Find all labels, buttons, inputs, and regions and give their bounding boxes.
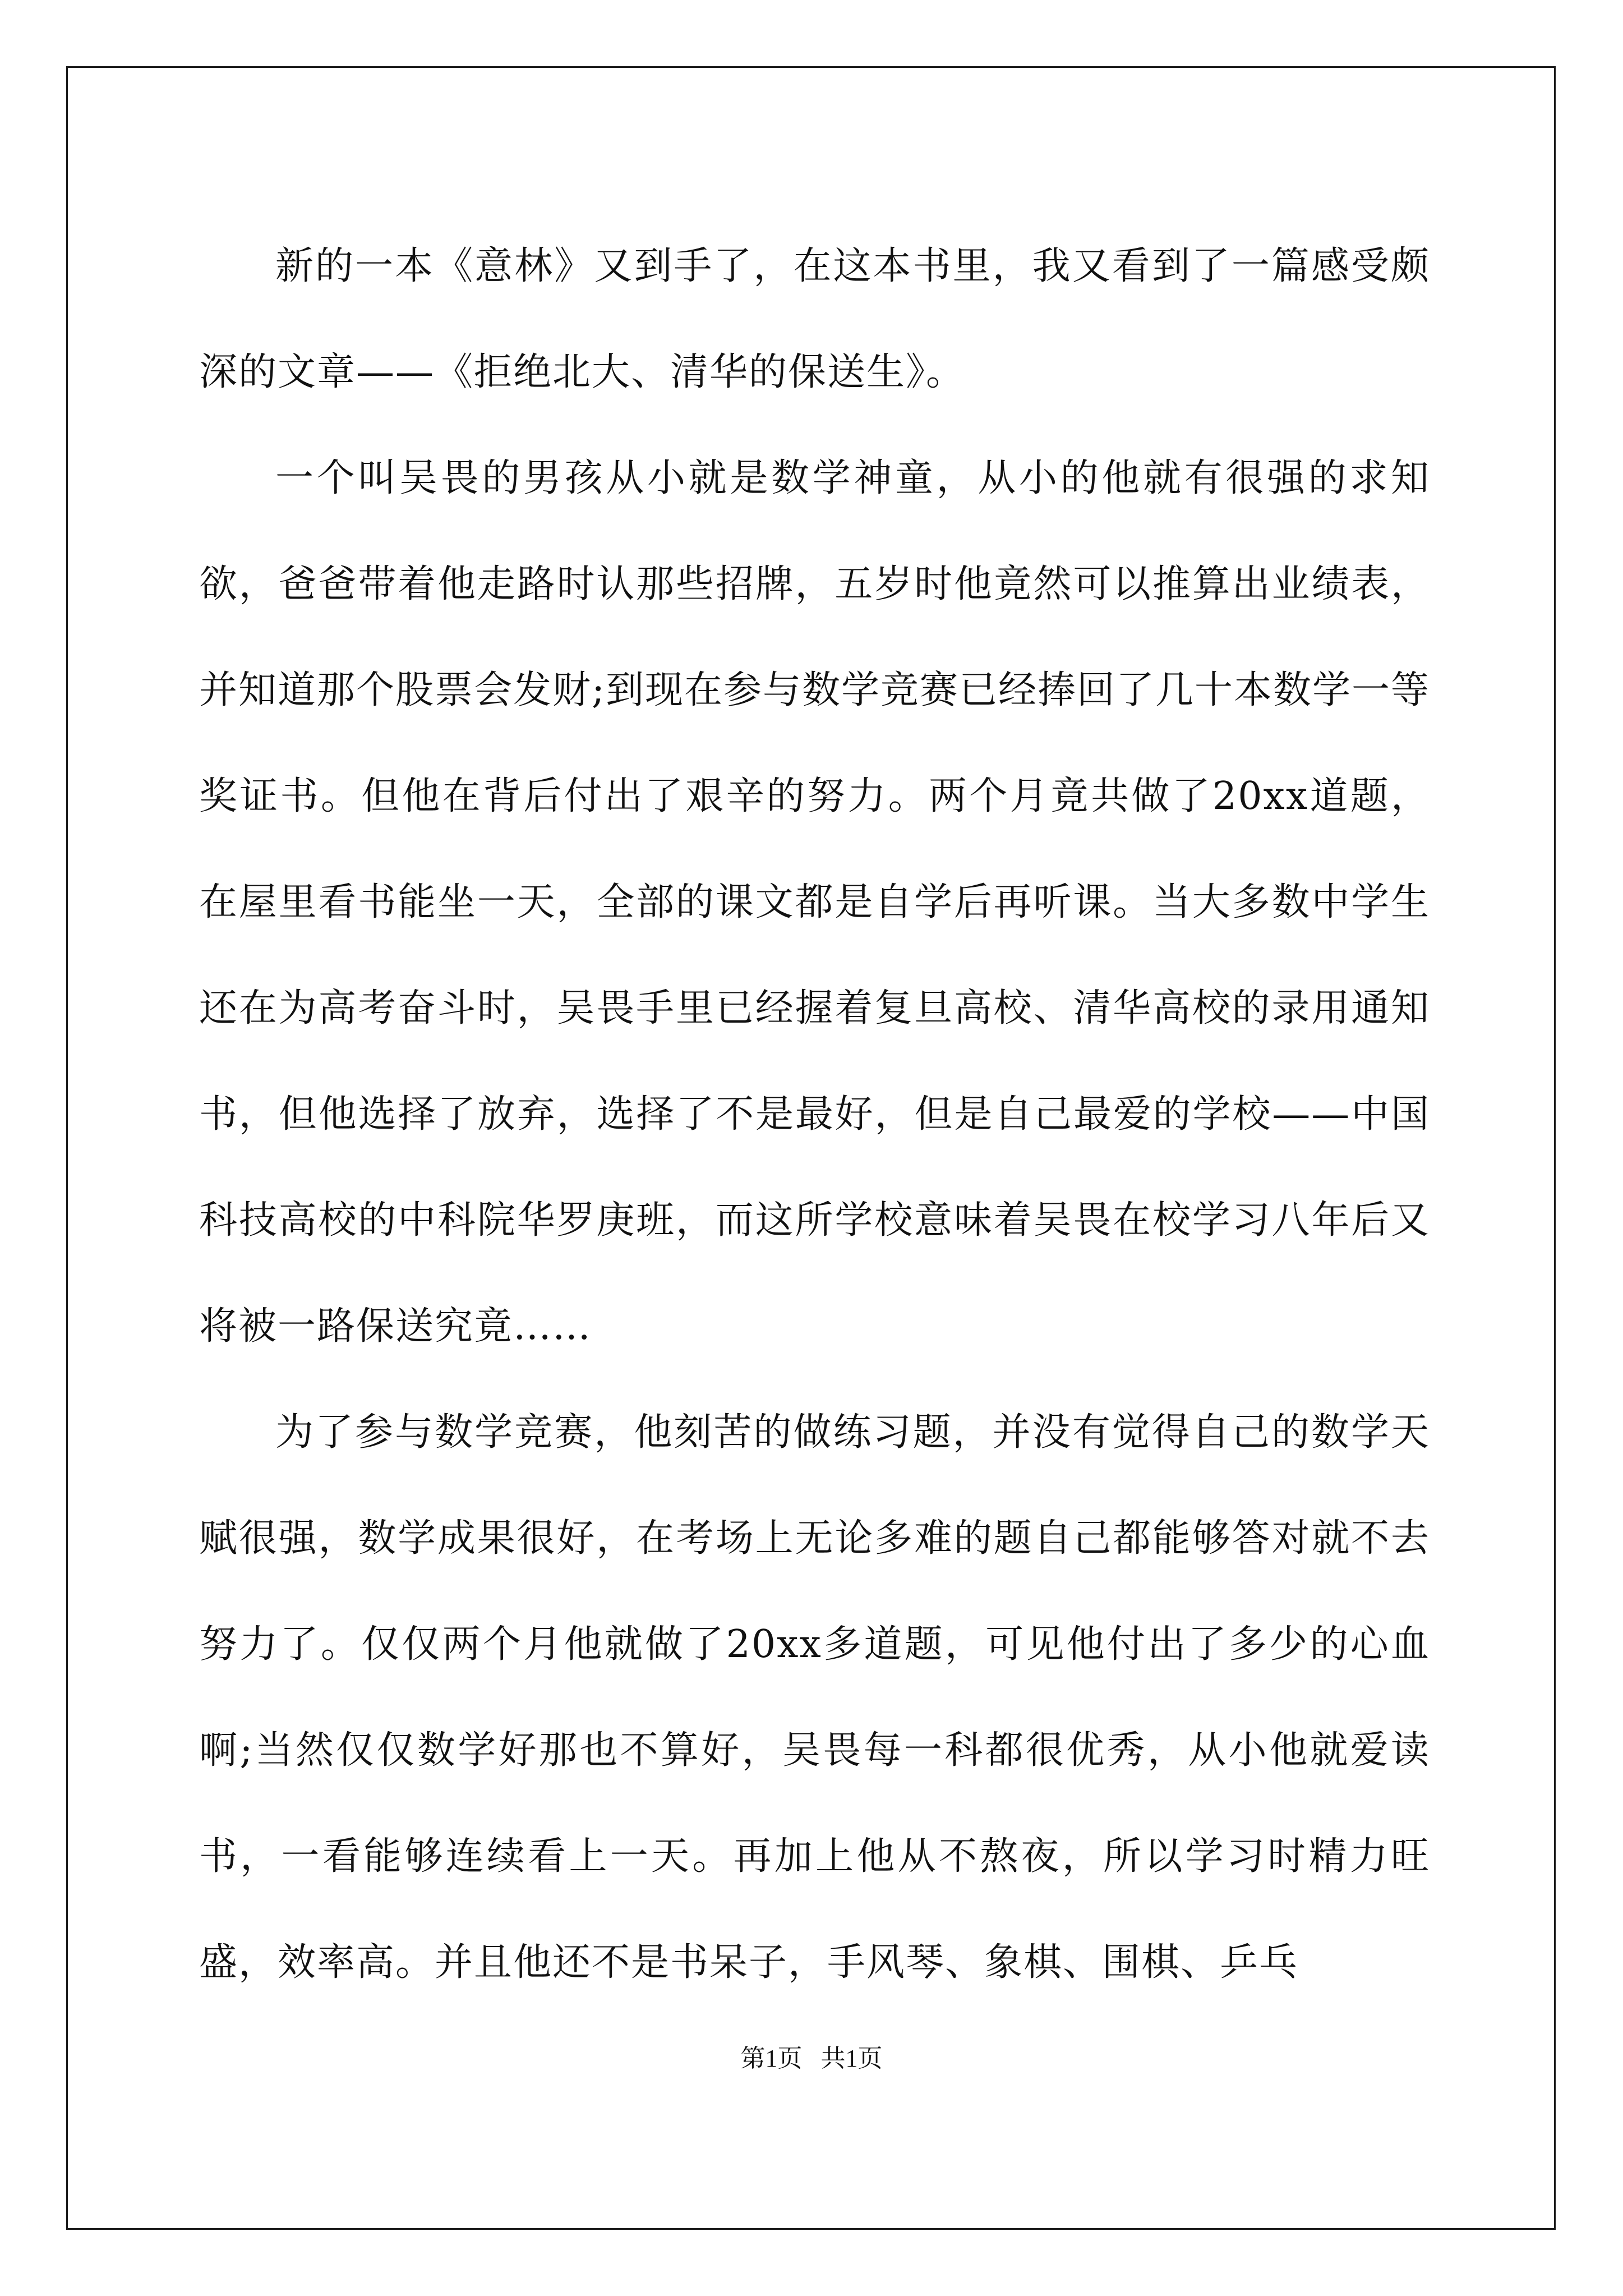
paragraph-2: 一个叫吴畏的男孩从小就是数学神童，从小的他就有很强的求知欲，爸爸带着他走路时认那些招牌，五岁时他竟然可以推算出业绩表，并知道那个股票会发财;到现在参与数学竞赛已经捧回了几十本数学一等奖证书。但他在背后付出了艰辛的努力。两个月竟共做了20xx道题，在屋里看书能坐一天，全部的课文都是自学后再听课。当大多数中学生还在为高考奋斗时，吴畏手里已经握着复旦高校、清华高校的录用通知书，但他选择了放弃，选择了不是最好，但是自己最爱的学校——中国科技高校的中科院华罗庚班，而这所学校意味着吴畏在校学习八年后又将被一路保送究竟…… bbox=[199, 456, 1430, 1349]
paragraph-1: 新的一本《意林》又到手了，在这本书里，我又看到了一篇感受颇深的文章——《拒绝北大、清华的保送生》。 bbox=[199, 244, 1430, 394]
document-body bbox=[199, 213, 1430, 2016]
paragraph-3: 为了参与数学竞赛，他刻苦的做练习题，并没有觉得自己的数学天赋很强，数学成果很好，在考场上无论多难的题自己都能够答对就不去努力了。仅仅两个月他就做了20xx多道题，可见他付出了多少的心血啊;当然仅仅数学好那也不算好，吴畏每一科都很优秀，从小他就爱读书，一看能够连续看上一天。再加上他从不熬夜，所以学习时精力旺盛，效率高。并且他还不是书呆子，手风琴、象棋、围棋、乒乓 bbox=[199, 1410, 1430, 1985]
page-footer: 第1页 共1页 bbox=[740, 2045, 883, 2072]
